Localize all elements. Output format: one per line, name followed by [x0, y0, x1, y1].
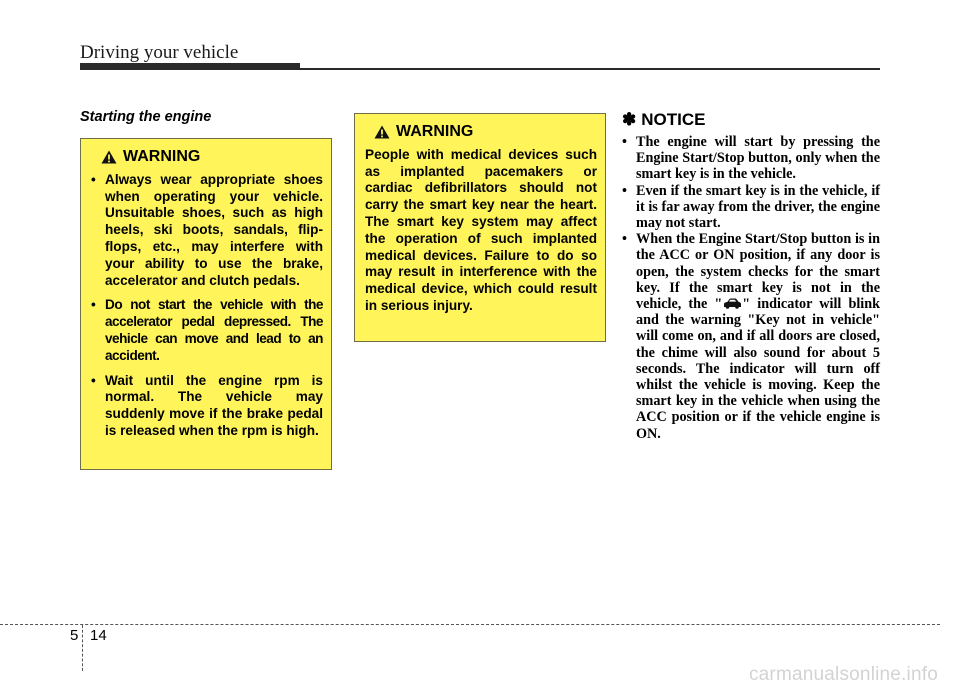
notice-symbol-icon: ✽ — [622, 110, 637, 129]
warning-medical-text: People with medical devices such as implanted pacemakers or cardiac defibrillators should not carry the smart key near the heart. The smart key system may affect the operation of such implanted medical devices. Failure to do so may result in interference with the medical device, which could result in serious injury. — [365, 146, 597, 313]
car-key-indicator-icon — [722, 298, 742, 309]
section-title: Starting the engine — [80, 109, 212, 125]
warning-item-rpm: • Wait until the engine rpm is normal. The vehicle may suddenly move if the brake pedal is released when the rpm is high. — [91, 373, 323, 440]
warning-item-shoes: • Always wear appropriate shoes when operating your vehicle. Unsuitable shoes, such as high heels, ski boots, sandals, flip-flops, etc., may interfere with your ability to use the brake, accelerator and clutch pedals. — [91, 172, 323, 290]
header-title: Driving your vehicle — [80, 42, 239, 63]
warning-heading — [101, 149, 323, 166]
header-rule-thin — [80, 68, 880, 70]
chapter-number: 5 — [70, 627, 79, 644]
footer-divider — [0, 624, 940, 625]
warning-box-shoes — [80, 138, 332, 470]
warning-list — [91, 172, 323, 440]
notice-section — [622, 110, 880, 442]
notice-list — [622, 134, 880, 442]
notice-item-door — [622, 231, 880, 442]
warning-triangle-icon — [101, 150, 117, 164]
warning-heading — [374, 124, 597, 141]
notice-item-start: • The engine will start by pressing the Engine Start/Stop button, only when the smart key is in the vehicle. — [622, 134, 880, 183]
warning-heading-label: WARNING — [396, 123, 474, 140]
notice-heading — [622, 110, 880, 130]
page-number: 14 — [90, 627, 107, 644]
notice-heading-label: NOTICE — [641, 110, 706, 129]
page-number-divider — [82, 625, 83, 671]
notice-item-door-text-1: When the Engine Start/Stop button is in the ACC or ON position, if any door is open, the system checks for the smart key. If the smart key is not in the vehicle, the " — [636, 231, 880, 313]
notice-item-distance: • Even if the smart key is in the vehicle, if it is far away from the driver, the engine may not start. — [622, 183, 880, 232]
warning-heading-label: WARNING — [123, 148, 201, 165]
notice-item-door-text-2: " indicator will blink and the warning "Key not in vehicle" will come on, and if all doors are closed, the chime will also sound for about 5 seconds. The indicator will turn off whilst the vehicle is moving. Keep the smart key in the vehicle when using the ACC position or if the vehicle engine is ON. — [636, 296, 880, 442]
warning-box-medical — [354, 113, 606, 342]
warning-item-accelerator: • Do not start the vehicle with the accelerator pedal depressed. The vehicle can move and lead to an accident. — [91, 297, 323, 364]
watermark: carmanualsonline.info — [748, 664, 938, 685]
warning-triangle-icon — [374, 125, 390, 139]
